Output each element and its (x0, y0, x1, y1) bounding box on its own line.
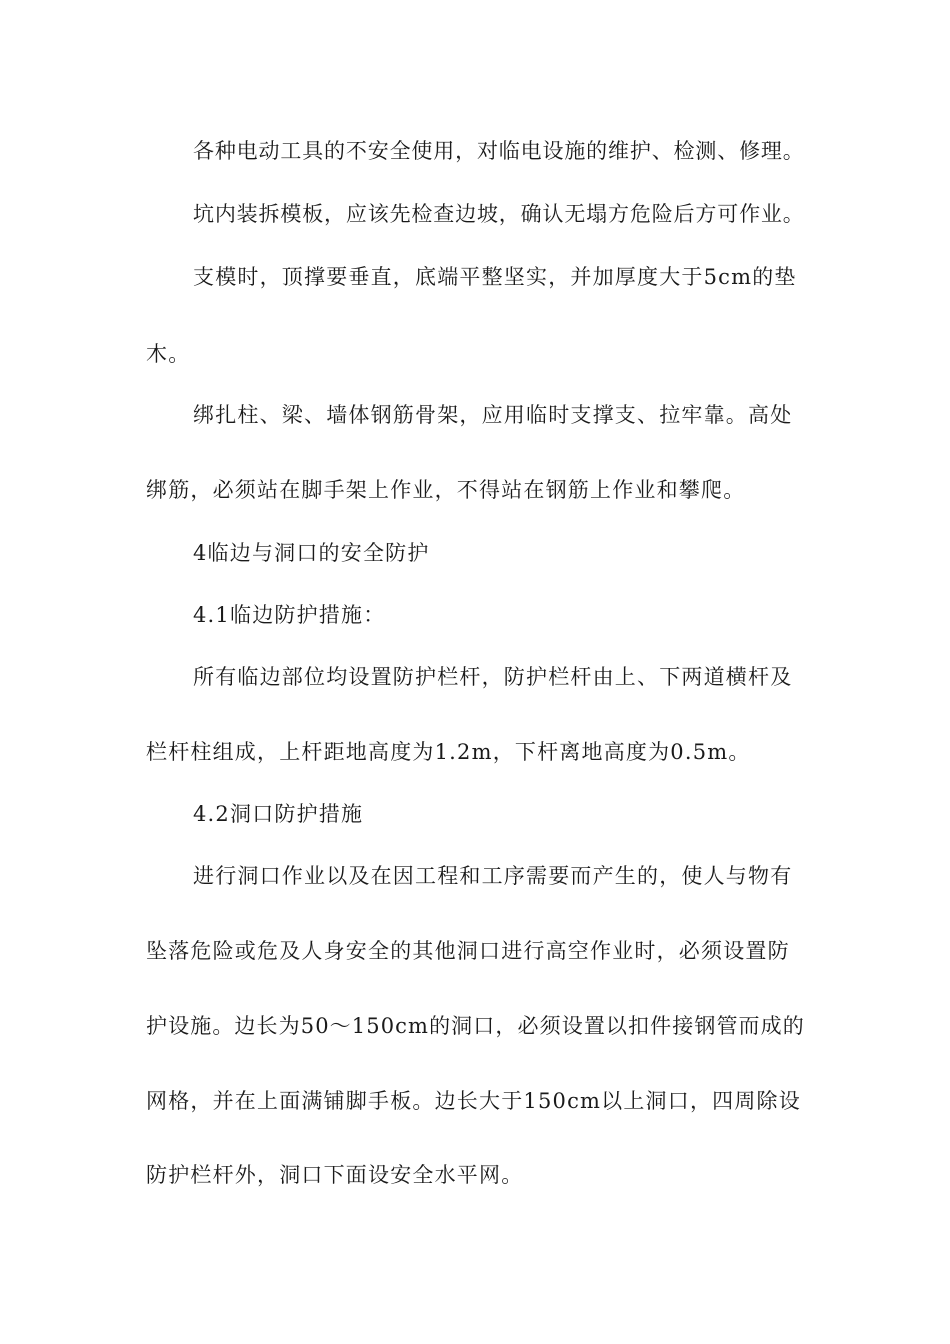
paragraph-line: 坠落危险或危及人身安全的其他洞口进行高空作业时，必须设置防 (146, 939, 790, 963)
paragraph-line: 绑筋，必须站在脚手架上作业，不得站在钢筋上作业和攀爬。 (146, 478, 746, 502)
paragraph-line: 所有临边部位均设置防护栏杆，防护栏杆由上、下两道横杆及 (193, 665, 793, 689)
paragraph-line: 护设施。边长为50～150cm的洞口，必须设置以扣件接钢管而成的 (146, 1014, 805, 1038)
paragraph-line: 栏杆柱组成，上杆距地高度为1.2m，下杆离地高度为0.5m。 (146, 740, 751, 764)
subsection-heading: 4.1临边防护措施： (193, 603, 386, 627)
subsection-heading: 4.2洞口防护措施 (193, 802, 364, 826)
paragraph-line: 坑内装拆模板，应该先检查边坡，确认无塌方危险后方可作业。 (193, 202, 805, 226)
paragraph-line: 支模时，顶撑要垂直，底端平整坚实，并加厚度大于5cm的垫 (193, 265, 797, 289)
paragraph-line: 进行洞口作业以及在因工程和工序需要而产生的，使人与物有 (193, 864, 793, 888)
paragraph-line: 各种电动工具的不安全使用，对临电设施的维护、检测、修理。 (193, 139, 805, 163)
paragraph-line: 网格，并在上面满铺脚手板。边长大于150cm以上洞口，四周除设 (146, 1089, 801, 1113)
paragraph-line: 木。 (146, 342, 191, 366)
paragraph-line: 防护栏杆外，洞口下面设安全水平网。 (146, 1163, 524, 1187)
paragraph-line: 绑扎柱、梁、墙体钢筋骨架，应用临时支撑支、拉牢靠。高处 (193, 403, 793, 427)
section-heading: 4临边与洞口的安全防护 (193, 541, 430, 565)
